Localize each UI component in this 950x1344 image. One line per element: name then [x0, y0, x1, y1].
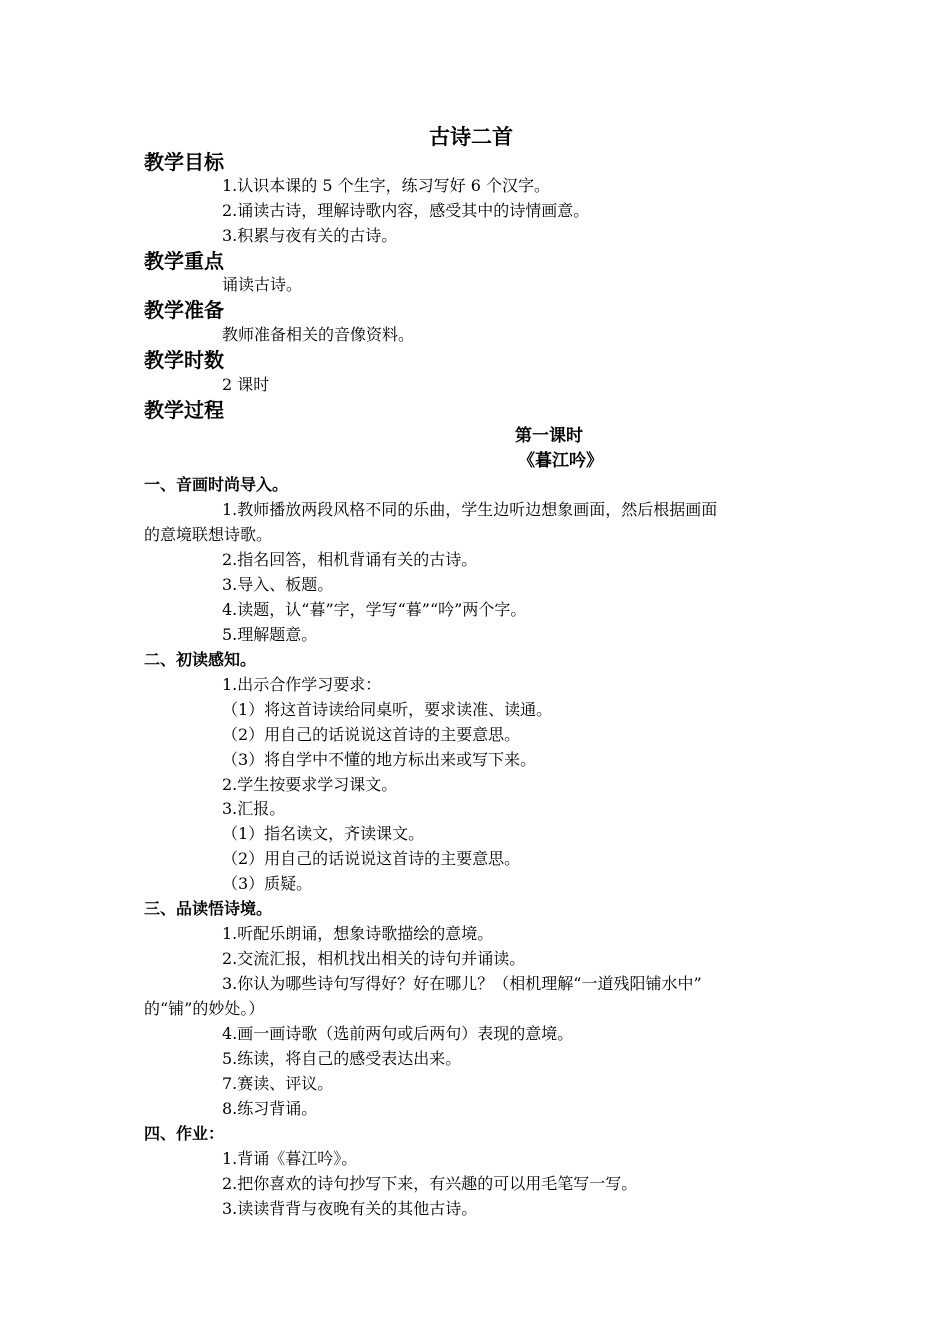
step-line: 1.教师播放两段风格不同的乐曲，学生边听边想象画面，然后根据画面 — [222, 500, 718, 519]
step-line: 3.汇报。 — [222, 799, 286, 818]
document-title: 古诗二首 — [429, 124, 513, 149]
goal-item: 3.积累与夜有关的古诗。 — [222, 226, 398, 245]
prep-text: 教师准备相关的音像资料。 — [222, 325, 415, 344]
step-line: 的意境联想诗歌。 — [144, 525, 273, 544]
step-line: 3.你认为哪些诗句写得好？好在哪儿？（相机理解“一道残阳铺水中” — [222, 974, 702, 993]
hours-text: 2 课时 — [222, 375, 270, 394]
lesson-title: 第一课时 — [515, 426, 583, 446]
goal-item: 2.诵读古诗，理解诗歌内容，感受其中的诗情画意。 — [222, 201, 590, 220]
poem-title: 《暮江吟》 — [518, 451, 603, 471]
step-line: 5.理解题意。 — [222, 625, 318, 644]
focus-text: 诵读古诗。 — [222, 275, 303, 294]
process-heading: 教学过程 — [144, 398, 224, 422]
step-line: 1.出示合作学习要求： — [222, 675, 382, 694]
step-line: 的“铺”的妙处。） — [144, 999, 265, 1018]
step-line: 3.导入、板题。 — [222, 575, 334, 594]
step-line: 4.画一画诗歌（选前两句或后两句）表现的意境。 — [222, 1024, 574, 1043]
step-heading: 三、品读悟诗境。 — [144, 899, 273, 918]
step-line: （3）质疑。 — [222, 874, 313, 893]
step-line: （3）将自学中不懂的地方标出来或写下来。 — [222, 750, 537, 769]
prep-heading: 教学准备 — [144, 298, 224, 322]
step-line: 3.读读背背与夜晚有关的其他古诗。 — [222, 1199, 478, 1218]
step-line: 2.交流汇报，相机找出相关的诗句并诵读。 — [222, 949, 526, 968]
step-line: 8.练习背诵。 — [222, 1099, 318, 1118]
step-line: （2）用自己的话说说这首诗的主要意思。 — [222, 725, 521, 744]
step-line: 5.练读，将自己的感受表达出来。 — [222, 1049, 462, 1068]
step-line: 1.背诵《暮江吟》。 — [222, 1149, 358, 1168]
step-line: 2.学生按要求学习课文。 — [222, 775, 398, 794]
hours-heading: 教学时数 — [144, 348, 224, 372]
step-heading: 四、作业： — [144, 1124, 225, 1143]
step-line: （1）指名读文，齐读课文。 — [222, 824, 425, 843]
goal-item: 1.认识本课的 5 个生字，练习写好 6 个汉字。 — [222, 176, 550, 195]
step-line: 4.读题，认“暮”字，学写“暮”“吟”两个字。 — [222, 600, 527, 619]
goals-heading: 教学目标 — [144, 150, 224, 174]
step-line: 2.把你喜欢的诗句抄写下来，有兴趣的可以用毛笔写一写。 — [222, 1174, 638, 1193]
step-line: 7.赛读、评议。 — [222, 1074, 334, 1093]
step-heading: 一、音画时尚导入。 — [144, 475, 289, 494]
step-line: 1.听配乐朗诵，想象诗歌描绘的意境。 — [222, 924, 494, 943]
step-heading: 二、初读感知。 — [144, 650, 257, 669]
step-line: （1）将这首诗读给同桌听，要求读准、读通。 — [222, 700, 553, 719]
focus-heading: 教学重点 — [144, 249, 224, 273]
step-line: 2.指名回答，相机背诵有关的古诗。 — [222, 550, 478, 569]
step-line: （2）用自己的话说说这首诗的主要意思。 — [222, 849, 521, 868]
